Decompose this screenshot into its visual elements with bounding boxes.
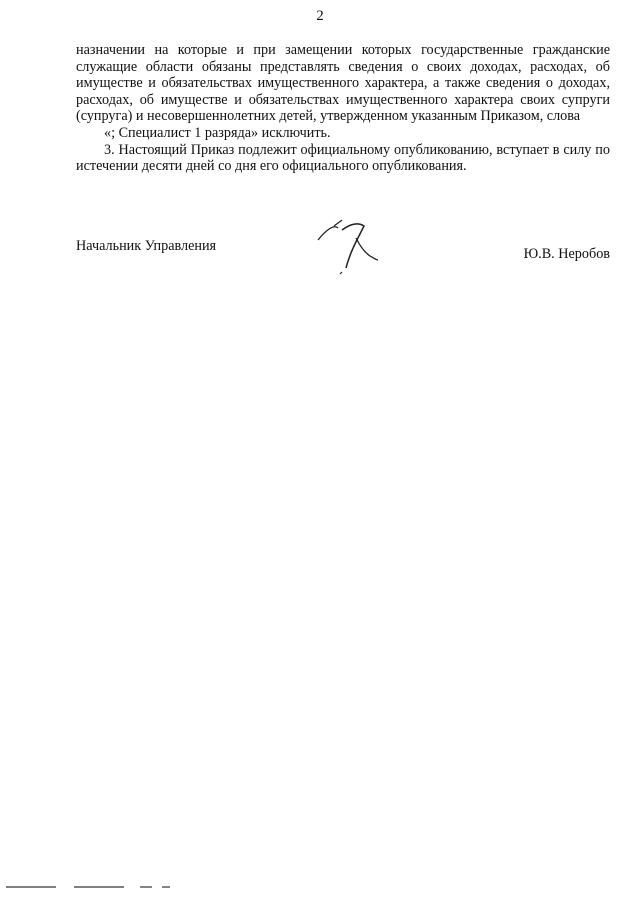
scan-artifacts [0,884,640,890]
paragraph-3: 3. Настоящий Приказ подлежит официальному опубликованию, вступает в силу по истечении десяти дней со дня его официального опубликования. [76,141,610,175]
page-number: 2 [316,8,324,24]
signer-name: Ю.В. Неробов [523,246,610,262]
signature-block [76,218,610,288]
paragraph-2: «; Специалист 1 разряда» исключить. [104,124,331,141]
document-body [76,42,610,175]
signer-position: Начальник Управления [76,238,217,254]
paragraph-1: назначении на которые и при замещении которых государственные гражданские служащие области обязаны представлять сведения о своих доходах, расходах, об имуществе и обязательствах имущественного характера, а также сведения о доходах, расходах, об имуществе и обязательствах имущественного характера своих супруги (супруга) и несовершеннолетних детей, утвержденном указанным Приказом, слова [76,42,610,125]
handwritten-signature [312,216,382,278]
